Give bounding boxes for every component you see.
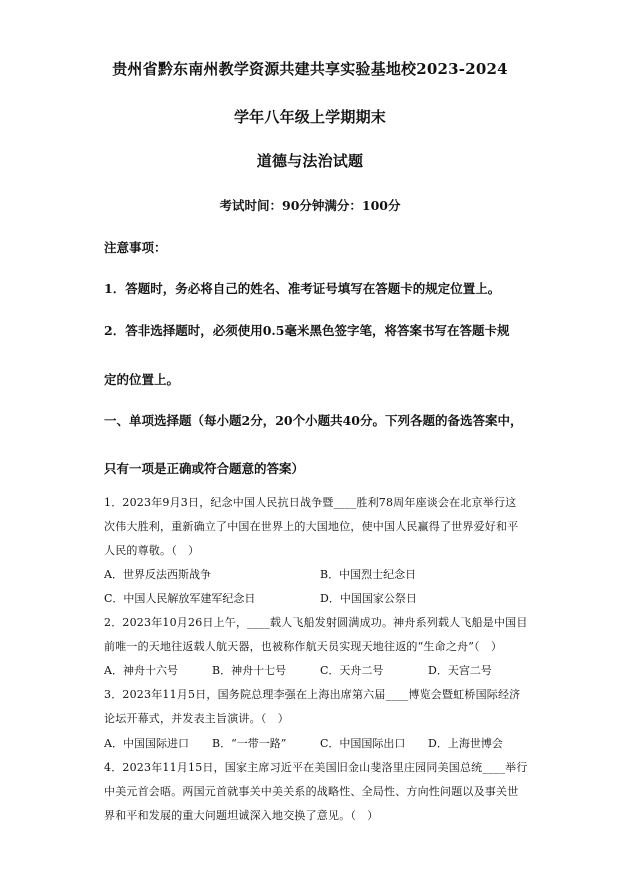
question-2-line1: 2．2023年10月26日上午，____载人飞船发射圆满成功。神舟系列载人飞船是中国目 <box>104 616 528 629</box>
question-3-line2: 论坛开幕式，并发表主旨演讲。（ ） <box>104 712 289 725</box>
question-1-line1: 1．2023年9月3日，纪念中国人民抗日战争暨____胜利78周年座谈会在北京举行这 <box>104 496 517 509</box>
question-4-line1: 4．2023年11月15日，国家主席习近平在美国旧金山斐洛里庄园同美国总统____举行 <box>104 761 528 774</box>
question-2-option-b: B．神舟十七号 <box>212 664 287 677</box>
question-1-option-b: B．中国烈士纪念日 <box>320 568 417 581</box>
question-1-option-d: D．中国国家公祭日 <box>320 592 417 605</box>
notice-item-2-line2: 定的位置上。 <box>104 372 180 387</box>
question-3-option-d: D．上海世博会 <box>428 737 503 750</box>
section-heading-line2: 只有一项是正确或符合题意的答案） <box>104 461 305 476</box>
question-3-option-b: B．“一带一路” <box>212 737 287 750</box>
question-1-option-a: A．世界反法西斯战争 <box>104 568 211 581</box>
question-4-line3: 界和平和发展的重大问题坦诚深入地交换了意见。（ ） <box>104 809 379 822</box>
question-3-line1: 3．2023年11月5日，国务院总理李强在上海出席第六届____博览会暨虹桥国际经济 <box>104 688 521 701</box>
question-2-option-d: D．天宫二号 <box>428 664 492 677</box>
question-3-option-c: C．中国国际出口 <box>320 737 406 750</box>
exam-info: 考试时间：90分钟满分：100分 <box>219 198 401 213</box>
question-1-option-c: C．中国人民解放军建军纪念日 <box>104 592 256 605</box>
question-2-option-c: C．天舟二号 <box>320 664 384 677</box>
question-3-option-a: A．中国国际进口 <box>104 737 189 750</box>
section-heading-line1: 一、单项选择题（每小题2分，20个小题共40分。下列各题的备选答案中， <box>104 413 523 428</box>
notice-item-2-line1: 2．答非选择题时，必须使用0.5毫米黑色签字笔，将答案书写在答题卡规 <box>104 323 510 338</box>
notice-item-1: 1．答题时，务必将自己的姓名、准考证号填写在答题卡的规定位置上。 <box>104 281 501 296</box>
question-4-line2: 中美元首会晤。两国元首就事关中美关系的战略性、全局性、方向性问题以及事关世 <box>104 785 519 798</box>
question-1-line3: 人民的尊敬。（ ） <box>104 544 200 557</box>
question-1-line2: 次伟大胜利，重新确立了中国在世界上的大国地位，使中国人民赢得了世界爱好和平 <box>104 520 519 533</box>
question-2-line2: 前唯一的天地往返载人航天器，也被称作航天员实现天地往返的“生命之舟”（ ） <box>104 640 503 653</box>
document-title-line2: 学年八年级上学期期末 <box>233 108 386 126</box>
document-subject-title: 道德与法治试题 <box>256 152 364 170</box>
question-2-option-a: A．神舟十六号 <box>104 664 178 677</box>
notice-heading: 注意事项： <box>104 240 167 255</box>
document-title-line1: 贵州省黔东南州教学资源共建共享实验基地校2023-2024 <box>112 60 508 78</box>
